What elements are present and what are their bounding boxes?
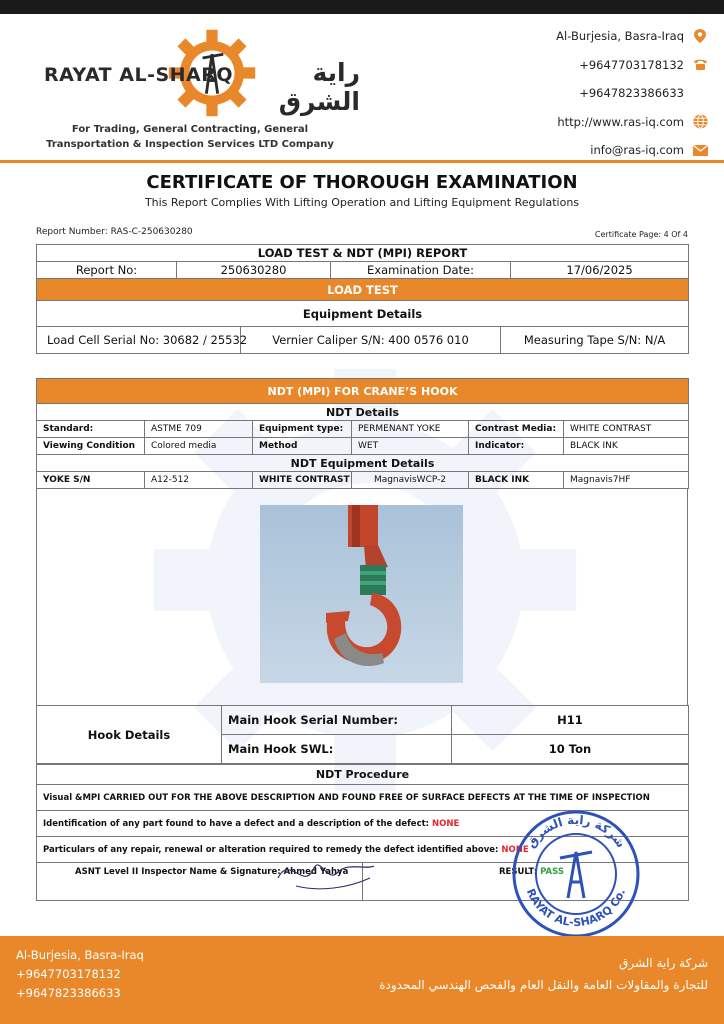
viewing-condition-value: Colored media	[145, 438, 253, 455]
contact-website-text[interactable]: http://www.ras-iq.com	[557, 114, 684, 129]
footer-company-name-ar: شركة راية الشرق	[619, 956, 708, 970]
equipment-type-value: PERMENANT YOKE	[352, 421, 469, 438]
contact-address-text: Al-Burjesia, Basra-Iraq	[556, 29, 684, 44]
report-heading-row	[37, 245, 689, 262]
result-value: PASS	[540, 867, 564, 877]
footer	[0, 936, 724, 1024]
equipment-serials-row	[37, 327, 689, 354]
inspector-name: Ahmed Yahya	[283, 867, 349, 877]
inspector-label: ASNT Level II Inspector Name & Signature:	[75, 867, 281, 877]
hook-swl-value: 10 Ton	[452, 735, 689, 764]
contact-website[interactable]	[498, 108, 708, 137]
viewing-condition-label: Viewing Condition	[37, 438, 145, 455]
footer-company-ar	[379, 952, 708, 996]
company-name-en: RAYAT AL-SHARQ	[44, 64, 234, 86]
hook-details-table	[36, 705, 689, 764]
load-test-table	[36, 244, 689, 354]
ndt-row-1	[37, 421, 689, 438]
inspector-signature	[270, 848, 380, 898]
footer-address: Al-Burjesia, Basra-Iraq	[16, 948, 144, 962]
procedure-heading: NDT Procedure	[37, 765, 689, 785]
procedure-statement-row	[37, 785, 689, 811]
company-name-ar: راية الشرق	[278, 58, 360, 116]
equipment-details-heading: Equipment Details	[37, 301, 689, 327]
indicator-label: Indicator:	[469, 438, 564, 455]
ndt-row-2	[37, 438, 689, 455]
contact-address	[498, 22, 708, 51]
report-number: Report Number: RAS-C-250630280	[36, 227, 193, 237]
method-value: WET	[352, 438, 469, 455]
hook-serial-row	[37, 706, 689, 735]
company-tagline: For Trading, General Contracting, General Transportation & Inspection Services LTD Company	[46, 124, 334, 150]
white-contrast-value: MagnavisWCP-2	[352, 472, 469, 489]
contact-email-text[interactable]: info@ras-iq.com	[590, 143, 684, 158]
ndt-heading-row	[37, 379, 689, 404]
crane-hook-photo	[260, 505, 463, 683]
footer-phone-2: +9647823386633	[16, 986, 121, 1000]
equipment-details-heading-row	[37, 301, 689, 327]
top-bar	[0, 0, 724, 14]
footer-phone-1: +9647703178132	[16, 967, 121, 981]
contact-phone-2-text: +9647823386633	[579, 86, 684, 101]
ndt-equipment-heading-row	[37, 455, 689, 472]
procedure-heading-row	[37, 765, 689, 785]
report-info-row	[37, 262, 689, 279]
globe-icon	[692, 114, 708, 130]
envelope-icon	[692, 142, 708, 158]
ndt-heading: NDT (MPI) FOR CRANE’S HOOK	[37, 379, 689, 404]
contact-phone-1	[498, 51, 708, 80]
yoke-label: YOKE S/N	[37, 472, 145, 489]
hook-details-label: Hook Details	[37, 706, 222, 764]
white-contrast-label: WHITE CONTRAST	[253, 472, 352, 489]
repair-label: Particulars of any repair, renewal or alteration required to remedy the defect identified above:	[43, 844, 499, 855]
defect-value: NONE	[432, 818, 460, 829]
load-test-heading: LOAD TEST	[37, 279, 689, 301]
method-label: Method	[253, 438, 352, 455]
ndt-details-heading-row	[37, 404, 689, 421]
report-no-label: Report No:	[37, 262, 177, 279]
ndt-details-table	[36, 378, 689, 489]
footer-services-ar: للتجارة والمقاولات العامة والنقل العام والفحص الهندسي المحدودة	[379, 978, 708, 992]
result-label: RESULT:	[499, 867, 538, 877]
report-heading: LOAD TEST & NDT (MPI) REPORT	[37, 245, 689, 262]
certificate-title: CERTIFICATE OF THOROUGH EXAMINATION	[146, 172, 578, 193]
stamp-text-en: RAYAT AL-SHARQ Co.	[523, 886, 629, 930]
contact-phone-1-text: +9647703178132	[579, 57, 684, 72]
indicator-value: BLACK INK	[564, 438, 689, 455]
contact-phone-2	[498, 79, 708, 108]
ndt-equipment-row	[37, 472, 689, 489]
certificate-page: Certificate Page: 4 Of 4	[594, 230, 688, 239]
ndt-details-heading: NDT Details	[37, 404, 689, 421]
hook-serial-value: H11	[452, 706, 689, 735]
procedure-statement: Visual &MPI CARRIED OUT FOR THE ABOVE DESCRIPTION AND FOUND FREE OF SURFACE DEFECTS AT THE TIME OF INSPECTION	[37, 785, 689, 811]
defect-label: Identification of any part found to have a defect and a description of the defect:	[43, 818, 430, 829]
company-stamp	[510, 808, 642, 940]
load-test-heading-row	[37, 279, 689, 301]
contrast-media-value: WHITE CONTRAST	[564, 421, 689, 438]
company-logo	[40, 22, 360, 120]
yoke-value: A12-512	[145, 472, 253, 489]
load-cell-serial: Load Cell Serial No: 30682 / 25532	[37, 327, 241, 353]
svg-text:شركة راية الشرق	[524, 813, 628, 850]
contrast-media-label: Contrast Media:	[469, 421, 564, 438]
black-ink-value: Magnavis7HF	[564, 472, 689, 489]
exam-date-value: 17/06/2025	[511, 262, 689, 279]
contact-list	[498, 22, 708, 165]
hook-serial-label: Main Hook Serial Number:	[222, 706, 452, 735]
ndt-equipment-heading: NDT Equipment Details	[37, 455, 689, 472]
standard-label: Standard:	[37, 421, 145, 438]
location-pin-icon	[692, 28, 708, 44]
measuring-tape-serial: Measuring Tape S/N: N/A	[523, 333, 666, 347]
vernier-caliper-serial: Vernier Caliper S/N: 400 0576 010	[241, 327, 501, 353]
footer-contact	[16, 946, 144, 1003]
hook-swl-label: Main Hook SWL:	[222, 735, 452, 764]
certificate-subtitle: This Report Complies With Lifting Operation and Lifting Equipment Regulations	[144, 196, 580, 209]
repair-value: NONE	[501, 844, 529, 855]
report-no-value: 250630280	[177, 262, 331, 279]
exam-date-label: Examination Date:	[331, 262, 511, 279]
stamp-text-ar: شركة راية الشرق	[523, 812, 629, 851]
black-ink-label: BLACK INK	[469, 472, 564, 489]
standard-value: ASTME 709	[145, 421, 253, 438]
header-divider	[0, 160, 724, 163]
phone-icon	[692, 57, 708, 73]
equipment-type-label: Equipment type:	[253, 421, 352, 438]
